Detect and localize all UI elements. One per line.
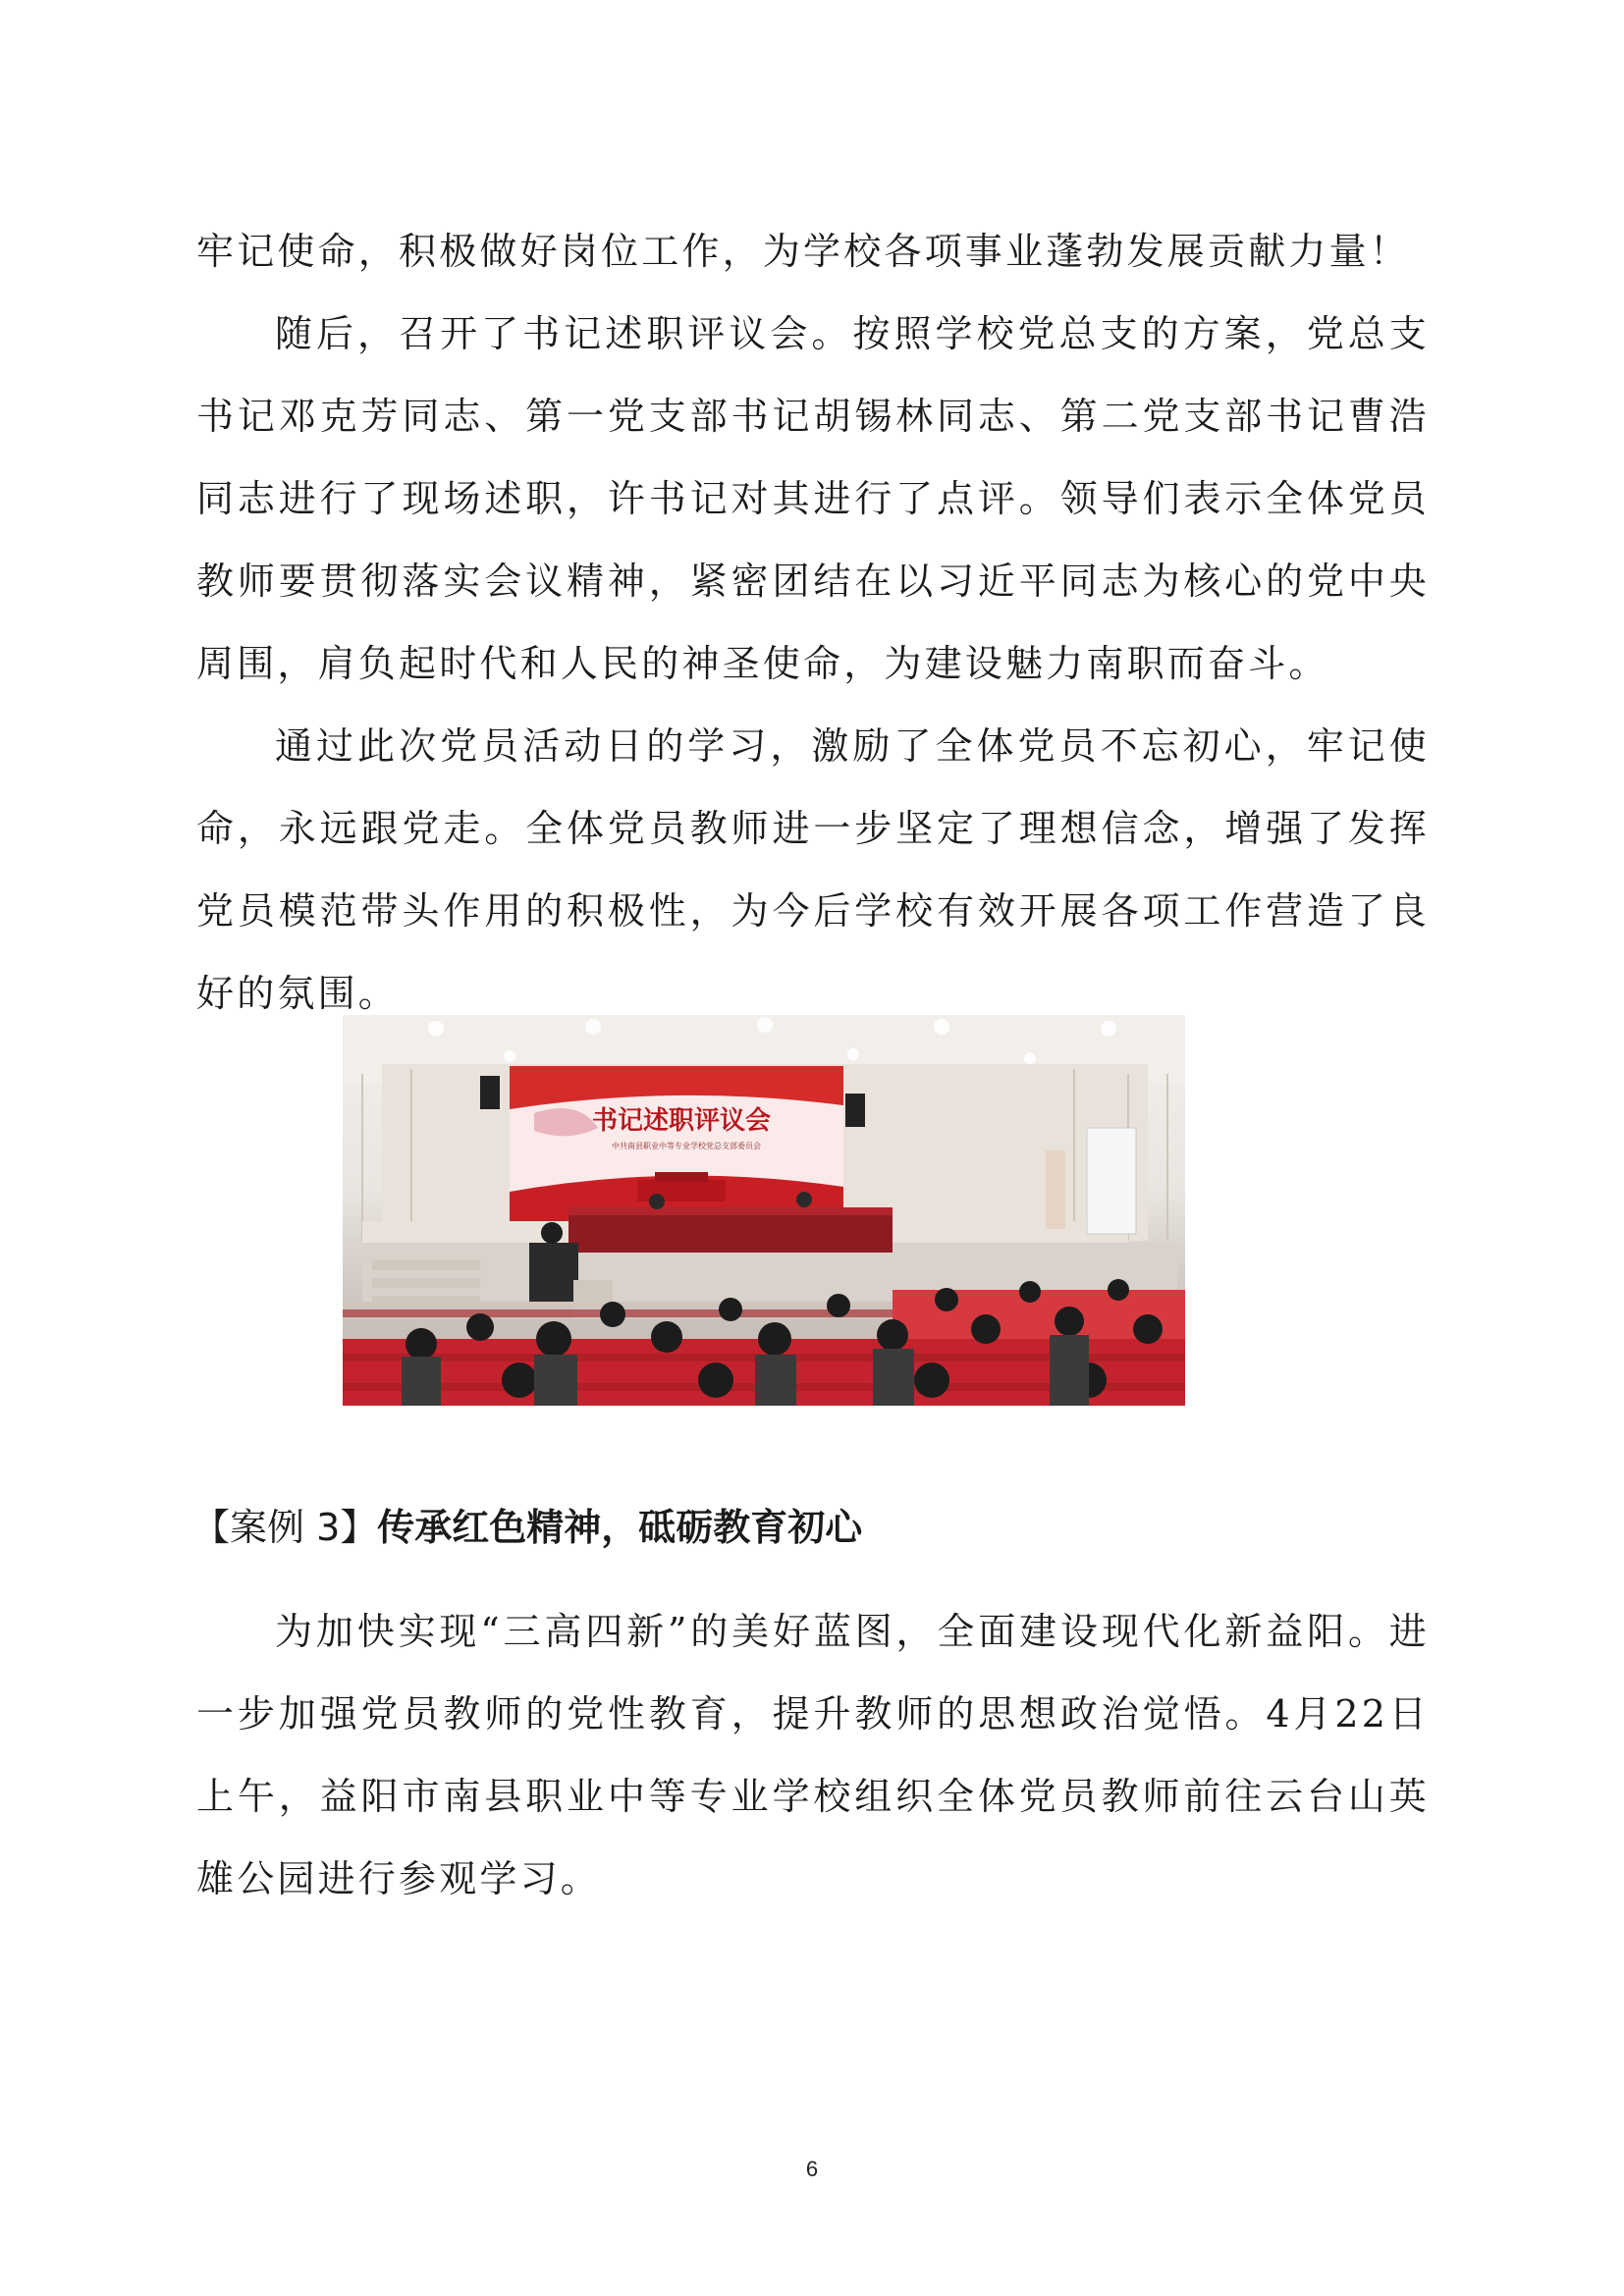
paragraph-activity-summary: 通过此次党员活动日的学习，激励了全体党员不忘初心，牢记使命，永远跟党走。全体党员教师进一步坚定了理想信念，增强了发挥党员模范带头作用的积极性，为今后学校有效开展各项工作营造了良好的氛围。 (196, 724, 1430, 1015)
screen-subtitle-text: 中共南县职业中等专业学校党总支部委员会 (612, 1142, 761, 1150)
case-label: 【案例 3】 (192, 1506, 378, 1549)
paragraph-continued: 牢记使命，积极做好岗位工作，为学校各项事业蓬勃发展贡献力量！ (196, 230, 1411, 273)
meeting-photo (343, 1015, 1185, 1406)
paragraph-secretary-review-meeting: 随后，召开了书记述职评议会。按照学校党总支的方案，党总支书记邓克芳同志、第一党支部书记胡锡林同志、第二党支部书记曹浩同志进行了现场述职，许书记对其进行了点评。领导们表示全体党员教师要贯彻落实会议精神，紧密团结在以习近平同志为核心的党中央周围，肩负起时代和人民的神圣使命，为建设魅力南职而奋斗。 (196, 312, 1430, 685)
paragraph-case-3-intro: 为加快实现“三高四新”的美好蓝图，全面建设现代化新益阳。进一步加强党员教师的党性教育，提升教师的思想政治觉悟。4月22日上午，益阳市南县职业中等专业学校组织全体党员教师前往云台山英雄公园进行参观学习。 (196, 1610, 1430, 1900)
case-heading (192, 1498, 1430, 1557)
case-title: 传承红色精神，砥砺教育初心 (377, 1506, 863, 1549)
page-number: 6 (805, 2157, 819, 2181)
screen-title-text: 书记述职评议会 (591, 1106, 772, 1136)
